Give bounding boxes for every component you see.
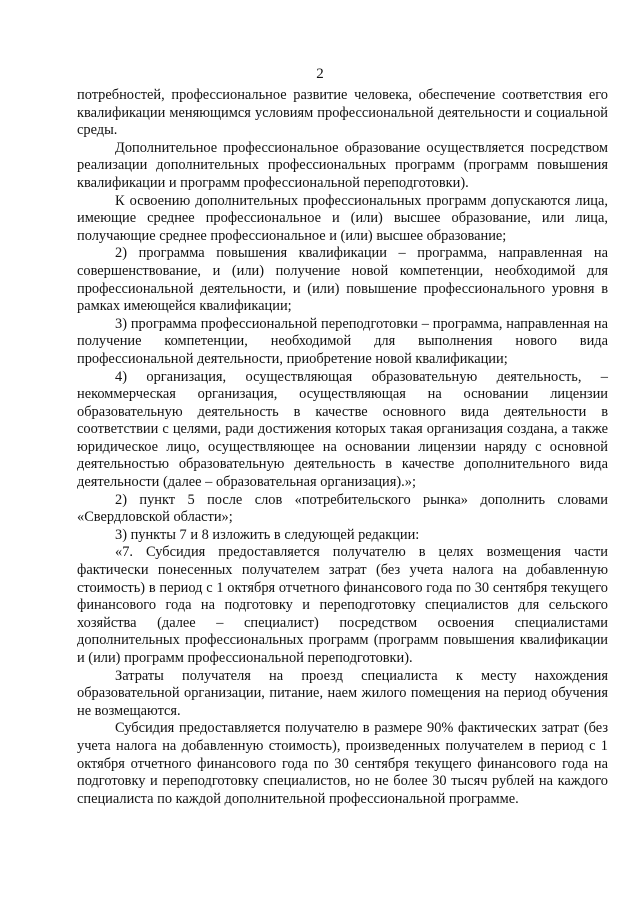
paragraph-item-4-organization: 4) организация, осуществляющая образовательную деятельность, – некоммерческая организация, осуществляющая на основании лицензии образовательную деятельность в качестве основного вида деятельности в соответствии с целями, ради достижения которых такая организация создана, а также юридическое лицо, осуществляющее на основании лицензии наряду с основной деятельностью образовательную деятельность в качестве дополнительного вида деятельности (далее – образовательная организация).»;	[77, 368, 608, 491]
paragraph-continuation: потребностей, профессиональное развитие человека, обеспечение соответствия его квалификации меняющимся условиям профессиональной деятельности и социальной среды.	[77, 87, 608, 139]
paragraph-point-5-amendment: 2) пункт 5 после слов «потребительского рынка» дополнить словами «Свердловской области»;	[77, 491, 608, 526]
paragraph-item-3-retraining-program: 3) программа профессиональной переподготовки – программа, направленная на получение компетенции, необходимой для выполнения нового вида профессиональной деятельности, приобретение новой квалификации;	[77, 315, 608, 367]
paragraph-points-7-8-intro: 3) пункты 7 и 8 изложить в следующей редакции:	[115, 526, 420, 543]
paragraph-costs-not-reimbursed: Затраты получателя на проезд специалиста к месту нахождения образовательной организации, питание, наем жилого помещения на период обучения не возмещаются.	[77, 667, 608, 719]
page-number: 2	[316, 66, 324, 82]
paragraph-item-2-qualification-program: 2) программа повышения квалификации – программа, направленная на совершенствование, и (или) получение новой компетенции, необходимой для профессиональной деятельности, и (или) повышение профессионального уровня в рамках имеющейся квалификации;	[77, 245, 608, 315]
paragraph-subsidy-amount: Субсидия предоставляется получателю в размере 90% фактических затрат (без учета налога на добавленную стоимость), произведенных получателем в период с 1 октября отчетного финансового года по 30 сентября текущего финансового года на подготовку и переподготовку специалистов, но не более 30 тысяч рублей на каждого специалиста по каждой дополнительной профессиональной программе.	[77, 720, 608, 807]
document-body	[77, 87, 608, 808]
paragraph-point-7-subsidy: «7. Субсидия предоставляется получателю в целях возмещения части фактически понесенных получателем затрат (без учета налога на добавленную стоимость) в период с 1 октября отчетного финансового года по 30 сентября текущего финансового года на подготовку и переподготовку специалистов для сельского хозяйства (далее – специалист) посредством освоения специалистами дополнительных профессиональных программ (программ повышения квалификации и (или) программ профессиональной переподготовки).	[77, 544, 608, 666]
paragraph-admission: К освоению дополнительных профессиональных программ допускаются лица, имеющие среднее профессиональное и (или) высшее образование, или лица, получающие среднее профессиональное и (или) высшее образование;	[77, 192, 608, 244]
paragraph-additional-education: Дополнительное профессиональное образование осуществляется посредством реализации дополнительных профессиональных программ (программ повышения квалификации и программ профессиональной переподготовки).	[77, 139, 608, 191]
